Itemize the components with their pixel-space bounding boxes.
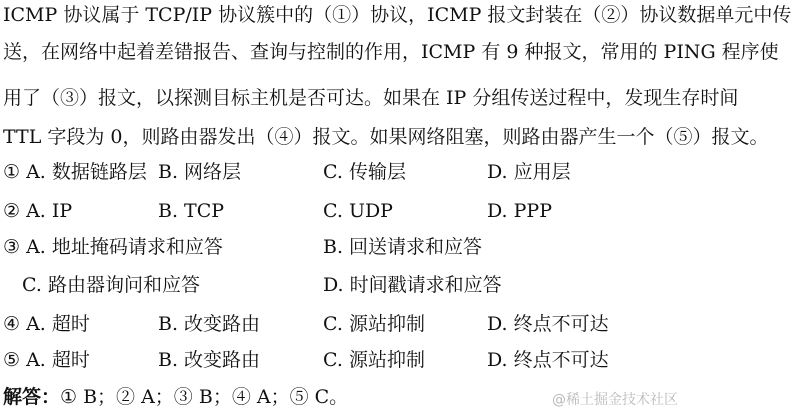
q3-option-c: C. 路由器询问和应答 <box>22 274 200 296</box>
q3-option-b: B. 回送请求和应答 <box>323 236 483 258</box>
q2-option-b: B. TCP <box>158 200 225 222</box>
q1-option-a: ① A. 数据链路层 <box>3 161 147 183</box>
question-line-4: TTL 字段为 0，则路由器发出（④）报文。如果网络阻塞，则路由器产生一个（⑤）报文。 <box>3 126 769 148</box>
answer-line <box>3 385 348 409</box>
q1-option-c: C. 传输层 <box>323 161 406 183</box>
q4-option-b: B. 改变路由 <box>158 313 261 335</box>
q2-option-d: D. PPP <box>487 200 552 222</box>
q4-option-a: ④ A. 超时 <box>3 313 90 335</box>
q4-option-c: C. 源站抑制 <box>323 313 425 335</box>
q2-option-c: C. UDP <box>323 200 393 222</box>
q1-option-d: D. 应用层 <box>487 161 571 183</box>
question-line-2: 送，在网络中起着差错报告、查询与控制的作用，ICMP 有 9 种报文，常用的 PING 程序使 <box>3 41 779 63</box>
q5-option-a: ⑤ A. 超时 <box>3 349 90 371</box>
q5-option-b: B. 改变路由 <box>158 349 261 371</box>
q2-option-a: ② A. IP <box>3 200 73 222</box>
q5-option-d: D. 终点不可达 <box>487 349 609 371</box>
question-line-3: 用了（③）报文，以探测目标主机是否可达。如果在 IP 分组传送过程中，发现生存时间 <box>3 87 739 109</box>
answer-label: 解答： <box>3 386 61 408</box>
q5-option-c: C. 源站抑制 <box>323 349 425 371</box>
answer-text: ① B；② A；③ B；④ A；⑤ C。 <box>60 386 349 408</box>
q3-option-a: ③ A. 地址掩码请求和应答 <box>3 236 223 258</box>
question-line-1: ICMP 协议属于 TCP/IP 协议簇中的（①）协议，ICMP 报文封装在（②）协议数据单元中传 <box>3 4 791 26</box>
q4-option-d: D. 终点不可达 <box>487 313 609 335</box>
watermark: @稀土掘金技术社区 <box>552 392 678 408</box>
q1-option-b: B. 网络层 <box>158 161 242 183</box>
q3-option-d: D. 时间戳请求和应答 <box>323 274 502 296</box>
